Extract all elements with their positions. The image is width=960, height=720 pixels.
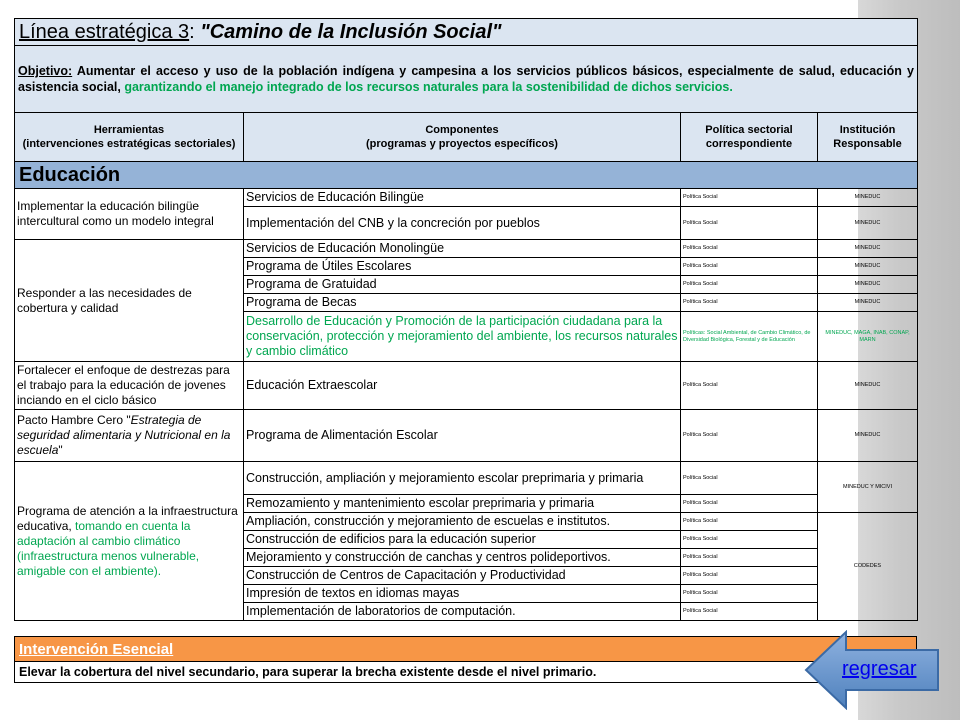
objective-text	[15, 46, 918, 113]
page-title	[15, 19, 918, 46]
tool-text-quote: "	[58, 443, 63, 457]
header-row	[15, 113, 918, 162]
policy-cell: Política Social	[681, 258, 818, 276]
component-cell: Implementación de laboratorios de computación.	[244, 603, 681, 621]
header-components: Componentes (programas y proyectos específicos)	[244, 113, 681, 162]
component-cell: Ampliación, construcción y mejoramiento de escuelas e institutos.	[244, 513, 681, 531]
component-cell: Servicios de Educación Bilingüe	[244, 189, 681, 207]
institution-cell: MINEDUC	[818, 276, 918, 294]
institution-cell: MINEDUC	[818, 294, 918, 312]
component-cell: Construcción de Centros de Capacitación y Productividad	[244, 567, 681, 585]
table-row	[15, 189, 918, 207]
policy-cell: Política Social	[681, 276, 818, 294]
institution-cell: MINEDUC	[818, 189, 918, 207]
objective-body-green: garantizando el manejo integrado de los recursos naturales para la sostenibilidad de dichos servicios.	[124, 80, 733, 94]
header-policy: Política sectorial correspondiente	[681, 113, 818, 162]
component-cell: Programa de Becas	[244, 294, 681, 312]
policy-cell: Política Social	[681, 189, 818, 207]
tool-text-italic: Estrategia de seguridad alimentaria y Nutricional en la escuela	[17, 413, 231, 457]
header-institution: Institución Responsable	[818, 113, 918, 162]
title-prefix: Línea estratégica 3	[19, 20, 190, 43]
tool-text: Pacto Hambre Cero "	[17, 413, 131, 427]
tool-text: Programa de atención a la infraestructura educativa,	[17, 503, 238, 533]
institution-cell: MINEDUC Y MICIVI	[818, 462, 918, 513]
table-row	[15, 362, 918, 410]
institution-cell: MINEDUC	[818, 240, 918, 258]
institution-cell: MINEDUC, MAGA, INAB, CONAP, MARN	[818, 312, 918, 362]
back-button[interactable]	[804, 630, 940, 710]
component-cell: Programa de Alimentación Escolar	[244, 410, 681, 462]
component-cell: Construcción de edificios para la educación superior	[244, 531, 681, 549]
policy-cell: Política Social	[681, 585, 818, 603]
component-cell: Programa de Útiles Escolares	[244, 258, 681, 276]
policy-cell: Política Social	[681, 531, 818, 549]
policy-cell: Política Social	[681, 549, 818, 567]
essential-intervention	[14, 636, 917, 683]
institution-cell: MINEDUC	[818, 362, 918, 410]
objective-body: Aumentar el acceso y uso de la población indígena y campesina a los servicios públicos básicos, especialmente de salud, educación y asistencia social,	[18, 64, 914, 94]
institution-cell: MINEDUC	[818, 258, 918, 276]
title-main: "Camino de la Inclusión Social"	[194, 20, 502, 43]
policy-cell: Política Social	[681, 240, 818, 258]
institution-cell: MINEDUC	[818, 207, 918, 240]
component-cell: Construcción, ampliación y mejoramiento escolar preprimaria y primaria	[244, 462, 681, 495]
tool-cell	[15, 410, 244, 462]
objective-label: Objetivo:	[18, 64, 73, 78]
tool-cell: Responder a las necesidades de cobertura y calidad	[15, 240, 244, 362]
essential-title: Intervención Esencial	[15, 637, 917, 662]
objective-row	[15, 46, 918, 113]
institution-cell: CODEDES	[818, 513, 918, 621]
component-cell: Educación Extraescolar	[244, 362, 681, 410]
policy-cell: Política Social	[681, 462, 818, 495]
policy-cell: Política Social	[681, 294, 818, 312]
component-cell: Impresión de textos en idiomas mayas	[244, 585, 681, 603]
policy-cell: Política Social	[681, 513, 818, 531]
table-row	[15, 240, 918, 258]
policy-cell: Política Social	[681, 362, 818, 410]
tool-cell: Fortalecer el enfoque de destrezas para el trabajo para la educación de jovenes inciando en el ciclo básico	[15, 362, 244, 410]
component-cell: Mejoramiento y construcción de canchas y centros polideportivos.	[244, 549, 681, 567]
tool-text-green: tomando en cuenta la adaptación al cambio climático (infraestructura menos vulnerable, amigable con el ambiente).	[17, 518, 200, 578]
essential-table	[14, 636, 917, 683]
component-cell: Remozamiento y mantenimiento escolar preprimaria y primaria	[244, 495, 681, 513]
component-cell: Programa de Gratuidad	[244, 276, 681, 294]
institution-cell: MINEDUC	[818, 410, 918, 462]
strategy-table	[14, 18, 918, 621]
policy-cell: Política Social	[681, 207, 818, 240]
component-cell: Implementación del CNB y la concreción por pueblos	[244, 207, 681, 240]
component-cell: Servicios de Educación Monolingüe	[244, 240, 681, 258]
component-cell: Desarrollo de Educación y Promoción de la participación ciudadana para la conservación, protección y mejoramiento del ambiente, los recursos naturales y cambio climático	[244, 312, 681, 362]
policy-cell: Políticas: Social Ambiental, de Cambio Climático, de Diversidad Biológica, Forestal y de Educación	[681, 312, 818, 362]
essential-text: Elevar la cobertura del nivel secundario, para superar la brecha existente desde el nivel primario.	[15, 662, 917, 683]
back-button-label[interactable]: regresar	[842, 658, 917, 680]
policy-cell: Política Social	[681, 603, 818, 621]
title-separator: :	[189, 20, 195, 43]
table-row	[15, 462, 918, 495]
section-title: Educación	[15, 162, 918, 189]
policy-cell: Política Social	[681, 410, 818, 462]
section-row	[15, 162, 918, 189]
policy-cell: Política Social	[681, 567, 818, 585]
policy-cell: Política Social	[681, 495, 818, 513]
tool-cell: Implementar la educación bilingüe intercultural como un modelo integral	[15, 189, 244, 240]
tool-cell	[15, 462, 244, 621]
table-row	[15, 410, 918, 462]
strategy-table-slide	[14, 18, 917, 718]
header-tools: Herramientas (intervenciones estratégicas sectoriales)	[15, 113, 244, 162]
title-row	[15, 19, 918, 46]
